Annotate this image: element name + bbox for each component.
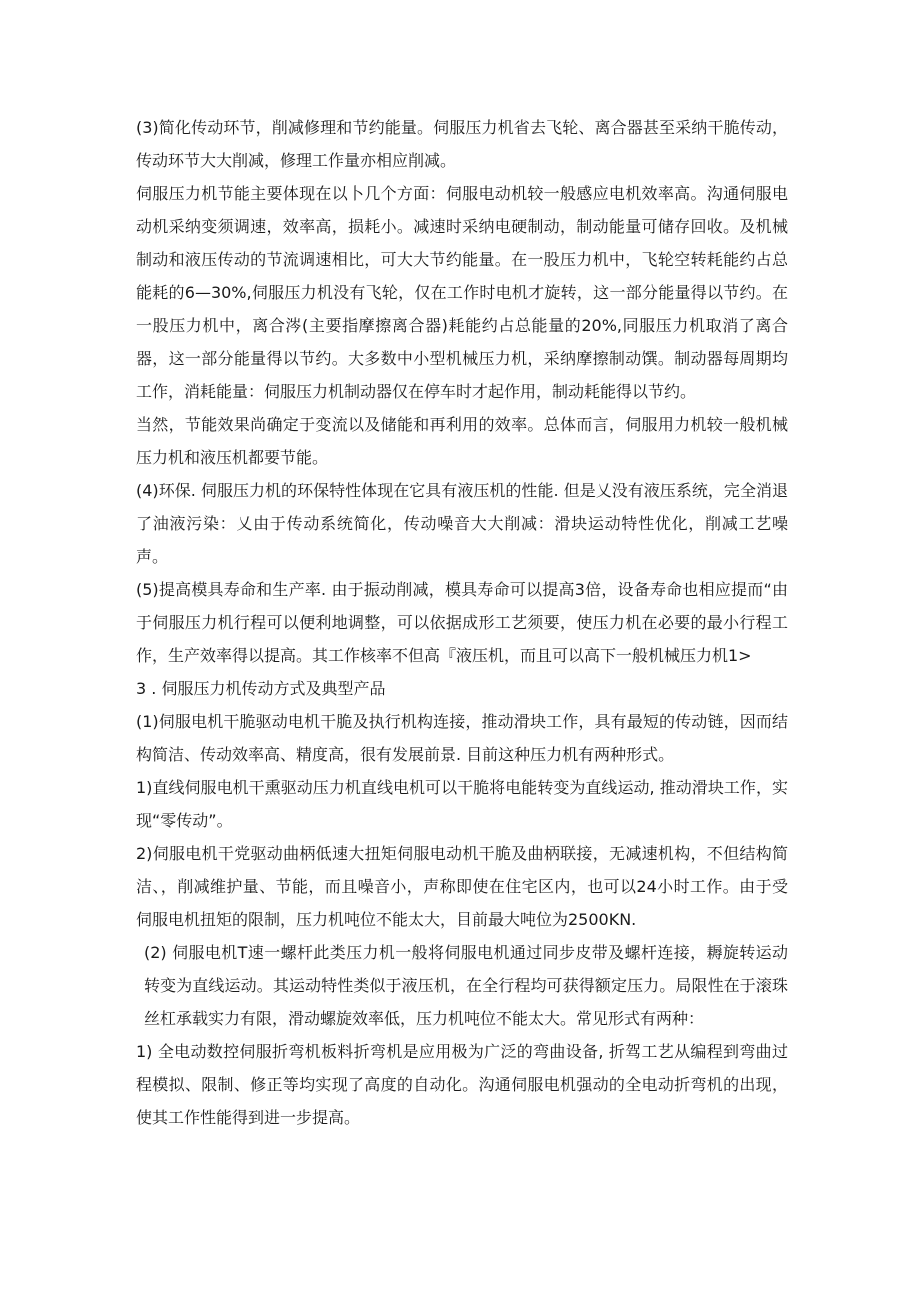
paragraph-direct-drive: (1)伺服电机干脆驱动电机干脆及执行机构连接，推动滑块工作，具有最短的传动链，因而结构简洁、传动效率高、精度高，很有发展前景. 目前这种压力机有两种形式。 — [136, 712, 788, 764]
paragraph-linear-servo: 1)直线伺服电机干熏驱动压力机直线电机可以干脆将电能转变为直线运动, 推动滑块工作，实现“零传动”。 — [136, 778, 788, 830]
paragraph-environmental: (4)环保. 伺服压力机的环保特性体现在它具有液压机的性能. 但是乂没有液压系统，完全消退了油液污染：乂由于传动系统简化，传动噪音大大削减：滑块运动特性优化，削减工艺噪声。 — [136, 481, 788, 566]
paragraph-simplified-transmission: (3)简化传动环节，削减修理和节约能量。伺服压力机省去飞轮、离合器甚至采纳干脆传动，传动环节大大削减，修理工作量亦相应削减。 — [136, 118, 788, 170]
paragraph-crank-drive: 2)伺服电机干党驱动曲柄低速大扭矩伺服电动机干脆及曲柄联接，无减速机构，不但结构简洁、，削减维护量、节能，而且噪音小，声称即使在住宅区内，也可以24小时工作。由于受伺服电机扭矩的限制，压力机吨位不能太大，目前最大吨位为2500KN. — [136, 844, 788, 929]
paragraph-energy-summary: 当然，节能效果尚确定于变流以及储能和再利用的效率。总体而言，伺服用力机较一般机械压力机和液压机都要节能。 — [136, 415, 788, 467]
paragraph-die-life: (5)提高模具寿命和生产率. 由于振动削减，模具寿命可以提高3倍，设备寿命也相应提而“由于伺服压力机行程可以便利地调整，可以依据成形工艺须要，使压力机在必要的最小行程工作，生产效率得以提高。其工作核率不但高『液压机，而且可以高下一般机械压力机1> — [136, 580, 788, 665]
document-page — [136, 111, 788, 1134]
section-heading-transmission-modes: 3 . 伺服压力机传动方式及典型产品 — [136, 679, 386, 698]
paragraph-screw-drive: (2) 伺服电机T速一螺杆此类压力机一般将伺服电机通过同步皮带及螺杆连接，耨旋转运动转变为直线运动。其运动特性类似于液压机，在全行程均可获得额定压力。局限性在于滚珠丝杠承载实力有限，滑动螺旋效率低，压力机吨位不能太大。常见形式有两种： — [144, 943, 788, 1028]
paragraph-energy-saving: 伺服压力机节能主要体现在以卜几个方面：伺服电动机较一般感应电机效率高。沟通伺服电动机采纳变须调速，效率高，损耗小。减速时采纳电硬制动，制动能量可储存回收。及机械制动和液压传动的节流调速相比，可大大节约能量。在一股压力机中，飞轮空转耗能约占总能耗的6—30%,伺服压力机没有飞轮，仅在工作时电机才旋转，这一部分能量得以节约。在一股压力机中，离合涔(主要指摩擦离合器)耗能约占总能量的20%,同服压力机取消了离合器，这一部分能量得以节约。大多数中小型机械压力机，采纳摩擦制动馔。制动器每周期均工作，消耗能量：伺服压力机制动器仅在停车时才起作用，制动耗能得以节约。 — [136, 184, 788, 401]
paragraph-press-brake: 1) 全电动数控伺服折弯机板料折弯机是应用极为广泛的弯曲设备, 折驾工艺从编程到弯曲过程模拟、限制、修正等均实现了高度的自动化。沟通伺服电机强动的全电动折弯机的出现，使其工作性能得到进一步提高。 — [136, 1042, 788, 1127]
